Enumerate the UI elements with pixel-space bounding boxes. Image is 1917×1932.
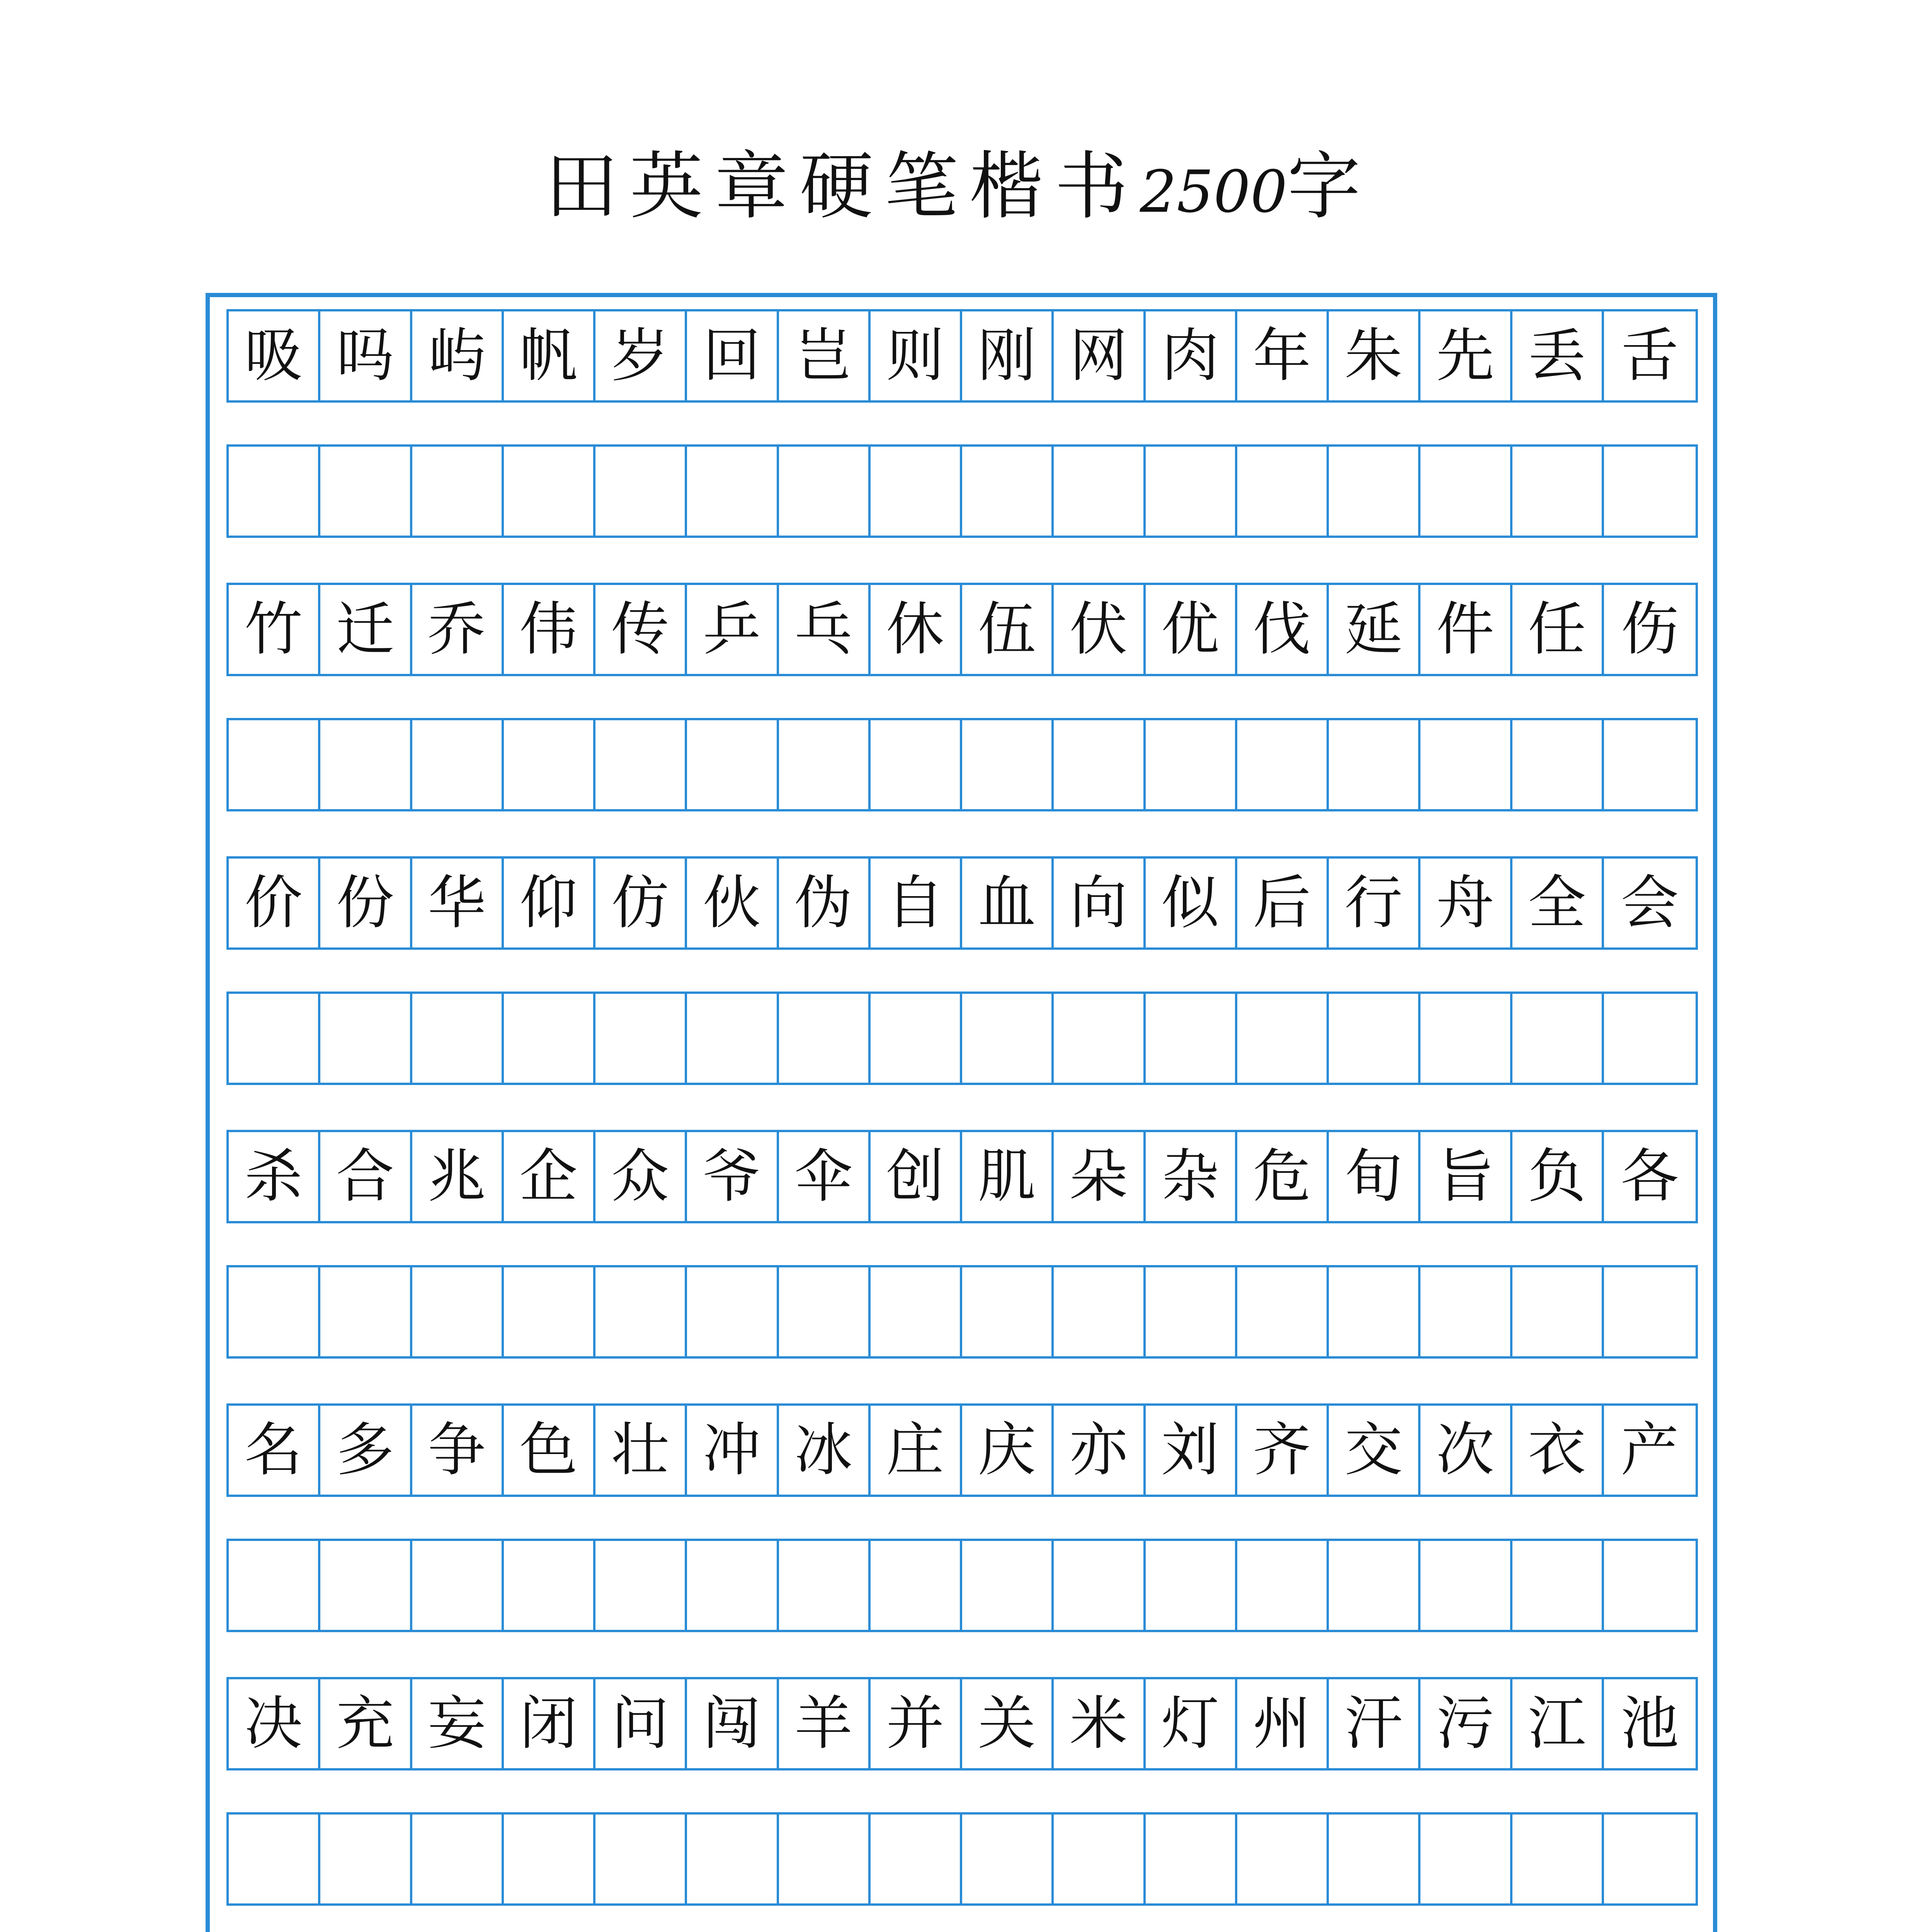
blank-practice-cell[interactable] <box>1604 1267 1696 1356</box>
blank-practice-row <box>226 1539 1698 1632</box>
blank-practice-cell[interactable] <box>1329 994 1420 1083</box>
blank-practice-cell[interactable] <box>1054 720 1145 809</box>
blank-practice-cell[interactable] <box>1146 720 1237 809</box>
blank-practice-cell[interactable] <box>871 720 962 809</box>
blank-practice-cell[interactable] <box>779 1267 871 1356</box>
blank-practice-cell[interactable] <box>1604 994 1696 1083</box>
blank-practice-cell[interactable] <box>1604 1541 1696 1630</box>
character-cell: 自 <box>871 859 962 947</box>
blank-practice-cell[interactable] <box>1237 994 1329 1083</box>
blank-practice-cell[interactable] <box>1237 447 1329 536</box>
blank-practice-cell[interactable] <box>1054 447 1145 536</box>
character-cell: 杂 <box>1146 1132 1237 1221</box>
character-cell: 冰 <box>779 1406 871 1495</box>
character-cell: 似 <box>1146 859 1237 947</box>
character-cell: 吗 <box>320 311 412 400</box>
blank-practice-cell[interactable] <box>229 1815 320 1903</box>
character-cell: 优 <box>1146 585 1237 674</box>
character-cell: 朱 <box>1329 311 1420 400</box>
character-cell: 闭 <box>504 1679 595 1768</box>
blank-practice-cell[interactable] <box>1054 1267 1145 1356</box>
blank-practice-cell[interactable] <box>595 1267 687 1356</box>
character-cell: 闯 <box>687 1679 779 1768</box>
character-cell: 兆 <box>412 1132 504 1221</box>
blank-practice-cell[interactable] <box>1420 1541 1512 1630</box>
character-cell: 屿 <box>412 311 504 400</box>
character-cell: 岁 <box>595 311 687 400</box>
blank-practice-cell[interactable] <box>962 1541 1054 1630</box>
blank-practice-cell[interactable] <box>1512 1541 1604 1630</box>
character-cell: 羊 <box>779 1679 871 1768</box>
character-cell: 伪 <box>779 859 871 947</box>
character-cell: 伙 <box>687 859 779 947</box>
character-cell: 负 <box>1512 1132 1604 1221</box>
blank-practice-cell[interactable] <box>1237 1267 1329 1356</box>
blank-practice-cell[interactable] <box>504 1267 595 1356</box>
blank-practice-cell[interactable] <box>1512 1815 1604 1903</box>
blank-practice-cell[interactable] <box>1604 447 1696 536</box>
blank-practice-cell[interactable] <box>1237 1541 1329 1630</box>
blank-practice-cell[interactable] <box>595 1815 687 1903</box>
blank-practice-cell[interactable] <box>1329 447 1420 536</box>
blank-practice-row <box>226 444 1698 538</box>
blank-practice-cell[interactable] <box>1420 994 1512 1083</box>
blank-practice-row <box>226 1812 1698 1906</box>
character-cell: 妄 <box>412 1679 504 1768</box>
character-cell: 旨 <box>1420 1132 1512 1221</box>
character-cell: 名 <box>229 1406 320 1495</box>
character-cell: 色 <box>504 1406 595 1495</box>
character-cell: 价 <box>229 859 320 947</box>
blank-practice-row <box>226 1265 1698 1359</box>
character-cell: 次 <box>1420 1406 1512 1495</box>
character-cell: 丢 <box>1512 311 1604 400</box>
blank-practice-cell[interactable] <box>962 447 1054 536</box>
blank-practice-cell[interactable] <box>1329 720 1420 809</box>
character-cell: 乓 <box>779 585 871 674</box>
blank-practice-cell[interactable] <box>687 720 779 809</box>
character-cell: 创 <box>871 1132 962 1221</box>
blank-practice-cell[interactable] <box>412 720 504 809</box>
blank-practice-cell[interactable] <box>412 1267 504 1356</box>
blank-practice-cell[interactable] <box>1512 994 1604 1083</box>
character-cell: 壮 <box>595 1406 687 1495</box>
character-cell: 杀 <box>229 1132 320 1221</box>
blank-practice-cell[interactable] <box>595 447 687 536</box>
blank-practice-cell[interactable] <box>962 994 1054 1083</box>
blank-practice-cell[interactable] <box>320 1815 412 1903</box>
character-cell: 传 <box>595 585 687 674</box>
blank-practice-cell[interactable] <box>1604 1815 1696 1903</box>
blank-practice-cell[interactable] <box>1420 1815 1512 1903</box>
blank-practice-cell[interactable] <box>1054 1815 1145 1903</box>
title-number: 2500 <box>1140 158 1288 226</box>
character-cell: 份 <box>320 859 412 947</box>
blank-practice-cell[interactable] <box>504 447 595 536</box>
blank-practice-cell[interactable] <box>779 447 871 536</box>
blank-practice-cell[interactable] <box>1420 1267 1512 1356</box>
blank-practice-cell[interactable] <box>412 1541 504 1630</box>
character-cell: 争 <box>412 1406 504 1495</box>
character-cell: 竹 <box>229 585 320 674</box>
title-main: 田英章硬笔楷书 <box>544 144 1140 229</box>
character-cell: 休 <box>871 585 962 674</box>
blank-practice-cell[interactable] <box>1512 447 1604 536</box>
character-cell: 危 <box>1237 1132 1329 1221</box>
character-cell: 旬 <box>1329 1132 1420 1221</box>
blank-practice-cell[interactable] <box>1604 720 1696 809</box>
character-cell: 肌 <box>962 1132 1054 1221</box>
character-cell: 华 <box>412 859 504 947</box>
blank-practice-cell[interactable] <box>229 720 320 809</box>
page-title <box>0 128 1917 233</box>
blank-practice-cell[interactable] <box>687 1815 779 1903</box>
character-cell: 众 <box>595 1132 687 1221</box>
character-cell: 迁 <box>320 585 412 674</box>
character-cell: 衣 <box>1512 1406 1604 1495</box>
blank-practice-cell[interactable] <box>229 1267 320 1356</box>
character-row <box>226 1403 1698 1497</box>
blank-practice-cell[interactable] <box>1237 720 1329 809</box>
blank-practice-row <box>226 992 1698 1085</box>
character-cell: 行 <box>1329 859 1420 947</box>
character-cell: 舌 <box>1621 322 1679 389</box>
blank-practice-cell[interactable] <box>229 447 320 536</box>
blank-practice-cell[interactable] <box>1329 1815 1420 1903</box>
character-cell: 延 <box>1329 585 1420 674</box>
character-cell: 肉 <box>1146 311 1237 400</box>
character-row <box>226 1677 1698 1770</box>
character-cell: 朵 <box>1054 1132 1145 1221</box>
character-cell: 并 <box>871 1679 962 1768</box>
character-cell: 齐 <box>1237 1406 1329 1495</box>
character-cell: 多 <box>320 1406 412 1495</box>
blank-practice-cell[interactable] <box>320 1541 412 1630</box>
character-cell: 年 <box>1237 311 1329 400</box>
character-cell: 亦 <box>1054 1406 1145 1495</box>
blank-practice-cell[interactable] <box>962 1815 1054 1903</box>
blank-practice-cell[interactable] <box>320 720 412 809</box>
character-cell: 灯 <box>1146 1679 1237 1768</box>
character-cell: 伏 <box>1054 585 1145 674</box>
character-cell: 伐 <box>1237 585 1329 674</box>
character-cell: 产 <box>1621 1417 1679 1484</box>
character-cell: 冲 <box>687 1406 779 1495</box>
blank-practice-cell[interactable] <box>871 1541 962 1630</box>
blank-practice-cell[interactable] <box>1512 720 1604 809</box>
character-cell: 交 <box>1329 1406 1420 1495</box>
character-cell: 伞 <box>779 1132 871 1221</box>
character-row <box>226 309 1698 403</box>
blank-practice-cell[interactable] <box>412 1815 504 1903</box>
character-cell: 问 <box>595 1679 687 1768</box>
blank-practice-cell[interactable] <box>1512 1267 1604 1356</box>
blank-practice-cell[interactable] <box>1329 1267 1420 1356</box>
character-cell: 后 <box>1237 859 1329 947</box>
blank-practice-cell[interactable] <box>871 447 962 536</box>
character-row <box>226 1130 1698 1223</box>
blank-practice-cell[interactable] <box>1054 994 1145 1083</box>
blank-practice-cell[interactable] <box>779 1815 871 1903</box>
character-cell: 网 <box>1054 311 1145 400</box>
blank-practice-cell[interactable] <box>320 994 412 1083</box>
blank-practice-cell[interactable] <box>1420 720 1512 809</box>
character-row <box>226 856 1698 950</box>
blank-practice-cell[interactable] <box>1237 1815 1329 1903</box>
blank-practice-cell[interactable] <box>779 994 871 1083</box>
blank-practice-cell[interactable] <box>504 994 595 1083</box>
character-cell: 吸 <box>229 311 320 400</box>
character-cell: 关 <box>962 1679 1054 1768</box>
blank-practice-cell[interactable] <box>504 1541 595 1630</box>
blank-practice-cell[interactable] <box>1420 447 1512 536</box>
blank-practice-cell[interactable] <box>595 994 687 1083</box>
blank-practice-cell[interactable] <box>1146 1815 1237 1903</box>
character-cell: 血 <box>962 859 1054 947</box>
blank-practice-cell[interactable] <box>229 1541 320 1630</box>
character-cell: 先 <box>1420 311 1512 400</box>
character-cell: 乒 <box>687 585 779 674</box>
blank-practice-cell[interactable] <box>412 994 504 1083</box>
character-cell: 决 <box>229 1679 320 1768</box>
title-suffix: 字 <box>1287 144 1373 229</box>
character-cell: 乔 <box>412 585 504 674</box>
character-cell: 各 <box>1621 1143 1679 1210</box>
blank-practice-cell[interactable] <box>504 720 595 809</box>
character-cell: 米 <box>1054 1679 1145 1768</box>
blank-practice-cell[interactable] <box>871 1267 962 1356</box>
character-cell: 伍 <box>962 585 1054 674</box>
character-cell: 仰 <box>504 859 595 947</box>
character-cell: 任 <box>1512 585 1604 674</box>
blank-practice-cell[interactable] <box>779 720 871 809</box>
blank-practice-cell[interactable] <box>1329 1541 1420 1630</box>
character-cell: 污 <box>1420 1679 1512 1768</box>
character-cell: 合 <box>320 1132 412 1221</box>
character-cell: 件 <box>1420 585 1512 674</box>
character-cell: 伟 <box>504 585 595 674</box>
character-cell: 池 <box>1621 1690 1679 1757</box>
blank-practice-cell[interactable] <box>1146 1267 1237 1356</box>
character-cell: 向 <box>1054 859 1145 947</box>
blank-practice-cell[interactable] <box>595 720 687 809</box>
character-cell: 汗 <box>1329 1679 1420 1768</box>
character-cell: 会 <box>1621 869 1679 937</box>
blank-practice-cell[interactable] <box>687 447 779 536</box>
blank-practice-cell[interactable] <box>962 720 1054 809</box>
character-cell: 充 <box>320 1679 412 1768</box>
character-cell: 岂 <box>779 311 871 400</box>
blank-practice-cell[interactable] <box>412 447 504 536</box>
blank-practice-cell[interactable] <box>1146 994 1237 1083</box>
blank-practice-cell[interactable] <box>962 1267 1054 1356</box>
character-cell: 全 <box>1512 859 1604 947</box>
character-cell: 则 <box>871 311 962 400</box>
character-cell: 庄 <box>871 1406 962 1495</box>
character-cell: 江 <box>1512 1679 1604 1768</box>
blank-practice-cell[interactable] <box>871 994 962 1083</box>
character-cell: 回 <box>687 311 779 400</box>
blank-practice-cell[interactable] <box>229 994 320 1083</box>
blank-practice-cell[interactable] <box>320 1267 412 1356</box>
character-cell: 州 <box>1237 1679 1329 1768</box>
character-cell: 刚 <box>962 311 1054 400</box>
blank-practice-cell[interactable] <box>687 994 779 1083</box>
character-cell: 帆 <box>504 311 595 400</box>
character-cell: 庆 <box>962 1406 1054 1495</box>
blank-practice-cell[interactable] <box>779 1541 871 1630</box>
character-row <box>226 583 1698 676</box>
blank-practice-cell[interactable] <box>320 447 412 536</box>
blank-practice-cell[interactable] <box>871 1815 962 1903</box>
character-cell: 刘 <box>1146 1406 1237 1495</box>
character-cell: 伤 <box>1621 596 1679 663</box>
blank-practice-cell[interactable] <box>1054 1541 1145 1630</box>
character-cell: 爷 <box>687 1132 779 1221</box>
blank-practice-cell[interactable] <box>1146 447 1237 536</box>
character-cell: 舟 <box>1420 859 1512 947</box>
blank-practice-cell[interactable] <box>595 1541 687 1630</box>
character-cell: 仿 <box>595 859 687 947</box>
blank-practice-cell[interactable] <box>504 1815 595 1903</box>
blank-practice-cell[interactable] <box>687 1267 779 1356</box>
character-cell: 企 <box>504 1132 595 1221</box>
blank-practice-row <box>226 718 1698 811</box>
blank-practice-cell[interactable] <box>1146 1541 1237 1630</box>
blank-practice-cell[interactable] <box>687 1541 779 1630</box>
